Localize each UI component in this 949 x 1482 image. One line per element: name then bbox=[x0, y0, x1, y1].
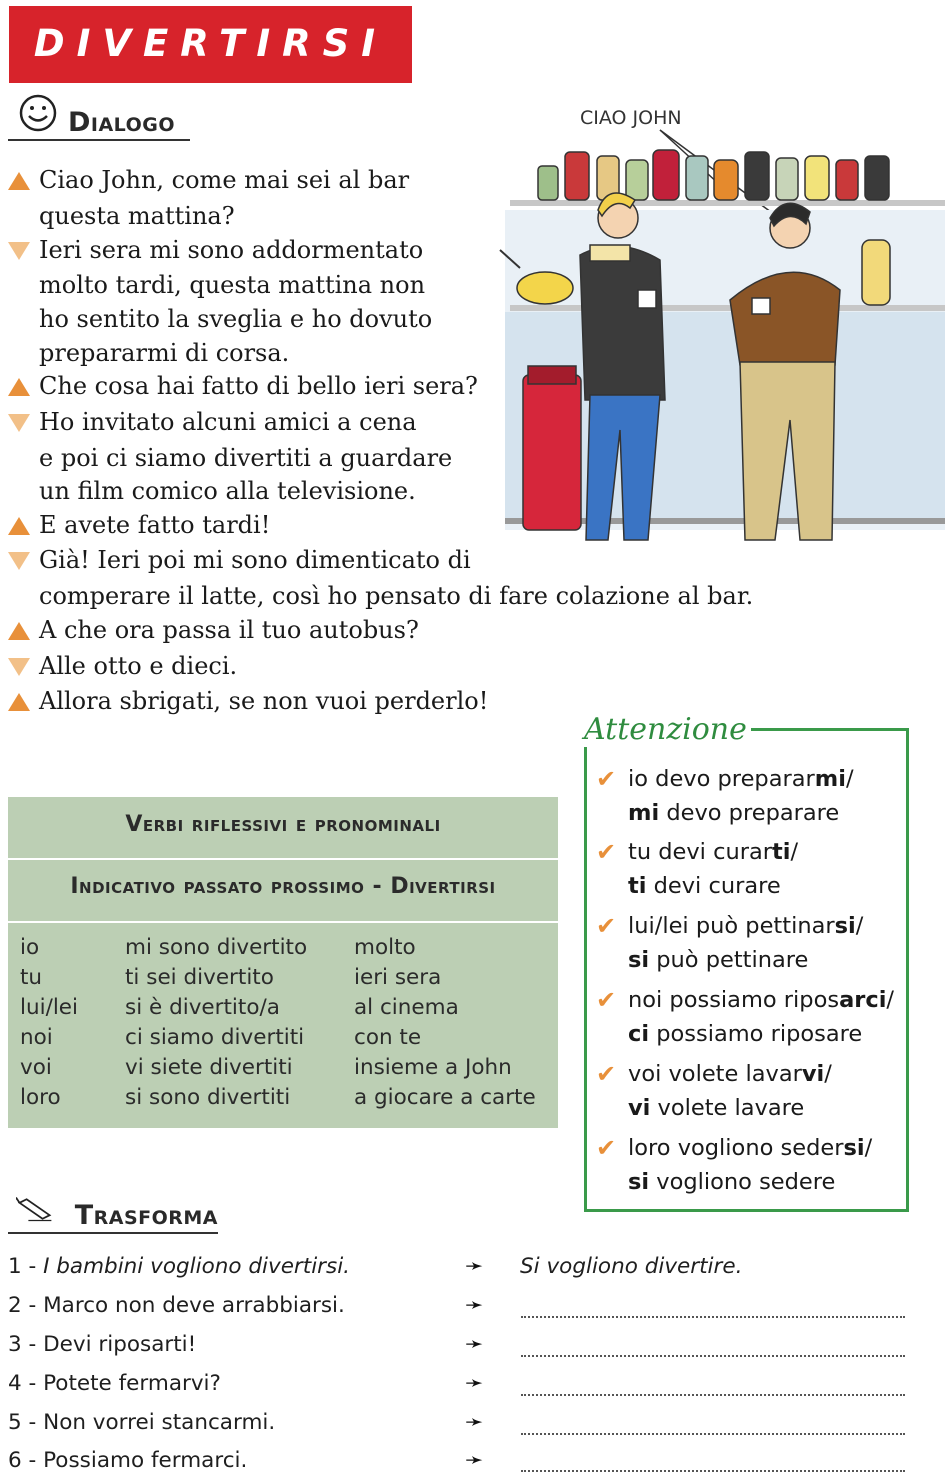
answer-blank[interactable] bbox=[521, 1394, 905, 1396]
arrow-icon: ➛ bbox=[465, 1410, 484, 1435]
arrow-icon: ➛ bbox=[465, 1371, 484, 1396]
exercise-answer: Si vogliono divertire. bbox=[520, 1254, 743, 1279]
arrow-icon: ➛ bbox=[465, 1332, 484, 1357]
answer-blank[interactable] bbox=[521, 1355, 905, 1357]
grammar-table bbox=[8, 797, 558, 1128]
exercise-item: 6 - Possiamo fermarci. bbox=[8, 1448, 248, 1473]
speaker-a-triangle-icon bbox=[8, 622, 30, 640]
speaker-a-triangle-icon bbox=[8, 172, 30, 190]
exercise-item: 1 - I bambini vogliono divertirsi. bbox=[8, 1254, 351, 1279]
table-divider bbox=[8, 858, 558, 860]
speaker-a-triangle-icon bbox=[8, 378, 30, 396]
exercise-item: 3 - Devi riposarti! bbox=[8, 1332, 197, 1357]
checkmark-icon: ✔ bbox=[596, 1134, 617, 1162]
checkmark-icon: ✔ bbox=[596, 912, 617, 940]
exercise-item: 2 - Marco non deve arrabbiarsi. bbox=[8, 1293, 345, 1318]
arrow-icon: ➛ bbox=[465, 1293, 484, 1318]
answer-blank[interactable] bbox=[521, 1470, 905, 1472]
exercise-item: 4 - Potete fermarvi? bbox=[8, 1371, 221, 1396]
arrow-icon: ➛ bbox=[465, 1448, 484, 1473]
page-title: DIVERTIRSI bbox=[33, 22, 388, 65]
checkmark-icon: ✔ bbox=[596, 986, 617, 1014]
arrow-icon: ➛ bbox=[465, 1254, 484, 1279]
answer-blank[interactable] bbox=[521, 1433, 905, 1435]
grammar-heading: Verbi riflessivi e pronominali bbox=[125, 812, 441, 837]
grammar-subheading: Indicativo passato prossimo - Divertirsi bbox=[70, 874, 496, 899]
checkmark-icon: ✔ bbox=[596, 1060, 617, 1088]
table-row: io mi sono divertito molto bbox=[20, 935, 416, 960]
attenzione-title: Attenzione bbox=[580, 712, 751, 747]
title-banner bbox=[9, 6, 412, 83]
checkmark-icon: ✔ bbox=[596, 838, 617, 866]
trasforma-section-header bbox=[8, 1192, 218, 1234]
bar-illustration bbox=[490, 100, 946, 560]
checkmark-icon: ✔ bbox=[596, 765, 617, 793]
exercise-item: 5 - Non vorrei stancarmi. bbox=[8, 1410, 276, 1435]
table-row: voi vi siete divertiti insieme a John bbox=[20, 1055, 512, 1080]
speaker-b-triangle-icon bbox=[8, 658, 30, 676]
speaker-b-triangle-icon bbox=[8, 242, 30, 260]
illustration-caption: CIAO JOHN bbox=[580, 107, 682, 129]
dialogue-section-label: Dialogo bbox=[68, 107, 176, 138]
smiley-face-icon bbox=[18, 93, 58, 133]
speaker-a-triangle-icon bbox=[8, 517, 30, 535]
pencil-icon bbox=[16, 1192, 57, 1226]
speaker-b-triangle-icon bbox=[8, 414, 30, 432]
trasforma-section-label: Trasforma bbox=[74, 1200, 218, 1231]
speaker-b-triangle-icon bbox=[8, 552, 30, 570]
table-row: noi ci siamo divertiti con te bbox=[20, 1025, 422, 1050]
table-row: loro si sono divertiti a giocare a carte bbox=[20, 1085, 536, 1110]
table-divider bbox=[8, 921, 558, 923]
speaker-a-triangle-icon bbox=[8, 693, 30, 711]
dialogue-section-header bbox=[8, 93, 190, 141]
table-row: tu ti sei divertito ieri sera bbox=[20, 965, 442, 990]
table-row: lui/lei si è divertito/a al cinema bbox=[20, 995, 459, 1020]
answer-blank[interactable] bbox=[521, 1316, 905, 1318]
